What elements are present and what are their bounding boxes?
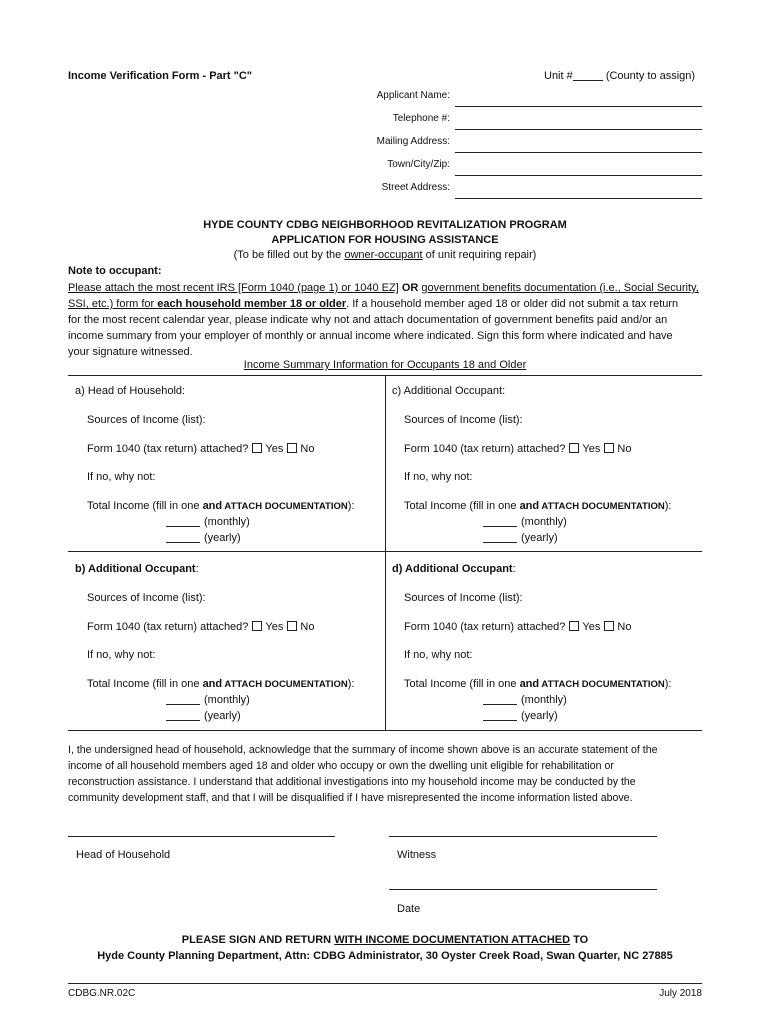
form-title: Income Verification Form - Part "C": [68, 70, 253, 82]
monthly-label: (monthly): [204, 694, 250, 706]
monthly-label: (monthly): [521, 516, 567, 528]
monthly-blank[interactable]: [166, 694, 200, 705]
occupant-a-yearly: [166, 532, 241, 544]
total-attach: ATTACH DOCUMENTATION: [222, 679, 348, 690]
checkbox-no[interactable]: [604, 443, 614, 453]
town-city-zip-field[interactable]: [455, 175, 702, 176]
occupant-b-total: [87, 678, 354, 690]
occupant-c-form1040: [404, 443, 631, 455]
total-label: Total Income (fill in one: [404, 500, 520, 512]
total-end: ):: [664, 500, 672, 512]
occupant-d-form1040: [404, 621, 631, 633]
checkbox-yes[interactable]: [569, 443, 579, 453]
occupant-a-sources[interactable]: Sources of Income (list):: [87, 414, 206, 426]
yes-label: Yes: [582, 443, 601, 455]
footer-rule: [68, 983, 702, 984]
no-label: No: [617, 621, 632, 633]
applicant-name-label: Applicant Name:: [376, 90, 450, 101]
form1040-label: Form 1040 (tax return) attached?: [404, 443, 566, 455]
occupant-b-yearly: [166, 710, 241, 722]
occupant-b-why-not[interactable]: If no, why not:: [87, 649, 156, 661]
yearly-label: (yearly): [204, 532, 241, 544]
checkbox-no[interactable]: [604, 621, 614, 631]
occupant-d-label: d) Additional Occupant: [392, 563, 513, 575]
occupant-c-total: [404, 500, 671, 512]
note-p4: income summary from your employer of monthly or annual income where indicated. Sign this form where indicated and have: [68, 330, 673, 342]
table-column-divider: [385, 375, 386, 730]
occupant-d-total: [404, 678, 671, 690]
no-label: No: [300, 443, 315, 455]
occupant-d-heading: [392, 563, 516, 575]
yearly-label: (yearly): [204, 710, 241, 722]
unit-suffix: (County to assign): [605, 70, 696, 82]
program-subtitle: APPLICATION FOR HOUSING ASSISTANCE: [271, 234, 499, 246]
cert-line-2: income of all household members aged 18 and older who occupy or own the dwelling unit eligible for rehabilitation or: [68, 760, 614, 772]
occupant-a-why-not[interactable]: If no, why not:: [87, 471, 156, 483]
summary-title: Income Summary Information for Occupants 18 and Older: [243, 359, 527, 371]
total-end: ):: [347, 500, 355, 512]
monthly-label: (monthly): [204, 516, 250, 528]
note-or: OR: [398, 282, 422, 294]
checkbox-no[interactable]: [287, 443, 297, 453]
yearly-blank[interactable]: [483, 532, 517, 543]
mailing-address-label: Mailing Address:: [376, 136, 450, 147]
telephone-label: Telephone #:: [392, 113, 450, 124]
town-city-zip-label: Town/City/Zip:: [387, 159, 450, 170]
occupant-d-monthly: [483, 694, 567, 706]
monthly-blank[interactable]: [483, 516, 517, 527]
street-address-field[interactable]: [455, 198, 702, 199]
note-p2-rest: . If a household member aged 18 or older did not submit a tax return: [346, 298, 679, 310]
total-end: ):: [347, 678, 355, 690]
table-bottom-rule: [68, 730, 702, 731]
yes-label: Yes: [265, 621, 284, 633]
monthly-blank[interactable]: [166, 516, 200, 527]
note-paragraph: [68, 280, 702, 360]
witness-signature-line[interactable]: [389, 836, 657, 837]
monthly-blank[interactable]: [483, 694, 517, 705]
occupant-c-why-not[interactable]: If no, why not:: [404, 471, 473, 483]
note-p5: your signature witnessed.: [68, 346, 193, 358]
note-p1-u2: government benefits documentation (i.e., Social Security,: [421, 282, 699, 294]
form1040-label: Form 1040 (tax return) attached?: [404, 621, 566, 633]
occupant-b-label: b) Additional Occupant: [75, 563, 196, 575]
occupant-d-sources[interactable]: Sources of Income (list):: [404, 592, 523, 604]
occupant-a-total: [87, 500, 354, 512]
note-p1-u1: Please attach the most recent IRS [Form 1040 (page 1) or 1040 EZ]: [68, 282, 399, 294]
return-address: Hyde County Planning Department, Attn: CDBG Administrator, 30 Oyster Creek Road, Swan Quarter, NC 27885: [97, 950, 673, 962]
note-each-member: each household member 18 or older: [157, 298, 347, 310]
unit-label: Unit #: [544, 70, 573, 82]
yearly-label: (yearly): [521, 710, 558, 722]
head-of-household-label: Head of Household: [76, 849, 171, 861]
total-and: and: [519, 500, 540, 512]
yearly-blank[interactable]: [166, 710, 200, 721]
witness-label: Witness: [397, 849, 437, 861]
date-line[interactable]: [389, 889, 657, 890]
checkbox-yes[interactable]: [252, 443, 262, 453]
total-label: Total Income (fill in one: [87, 500, 203, 512]
checkbox-yes[interactable]: [569, 621, 579, 631]
certification-paragraph: [68, 742, 702, 806]
head-signature-line[interactable]: [68, 836, 335, 837]
checkbox-no[interactable]: [287, 621, 297, 631]
occupant-c-sources[interactable]: Sources of Income (list):: [404, 414, 523, 426]
monthly-label: (monthly): [521, 694, 567, 706]
yes-label: Yes: [582, 621, 601, 633]
street-address-label: Street Address:: [381, 182, 450, 193]
form-code: CDBG.NR.02C: [68, 988, 136, 999]
occupant-c-heading: c) Additional Occupant:: [392, 385, 506, 397]
occupant-c-yearly: [483, 532, 558, 544]
checkbox-yes[interactable]: [252, 621, 262, 631]
unit-number: [544, 70, 695, 82]
instr-b: of unit requiring repair): [422, 249, 537, 261]
total-label: Total Income (fill in one: [87, 678, 203, 690]
cert-line-3: reconstruction assistance. I understand that additional investigations into my household income may be conducted by the: [68, 776, 636, 788]
cert-line-4: community development staff, and that I will be disqualified if I have misrepresented the income information listed above.: [68, 792, 633, 804]
total-attach: ATTACH DOCUMENTATION: [539, 501, 665, 512]
occupant-b-colon: :: [195, 563, 199, 575]
return-b: TO: [570, 934, 589, 946]
occupant-c-monthly: [483, 516, 567, 528]
occupant-b-form1040: [87, 621, 314, 633]
occupant-b-sources[interactable]: Sources of Income (list):: [87, 592, 206, 604]
occupant-b-monthly: [166, 694, 250, 706]
no-label: No: [617, 443, 632, 455]
total-and: and: [202, 500, 223, 512]
form1040-label: Form 1040 (tax return) attached?: [87, 443, 249, 455]
total-and: and: [202, 678, 223, 690]
note-heading: Note to occupant:: [68, 265, 162, 277]
cert-line-1: I, the undersigned head of household, acknowledge that the summary of income shown above is an accurate statement of the: [68, 744, 658, 756]
return-u: WITH INCOME DOCUMENTATION ATTACHED: [334, 934, 571, 946]
total-label: Total Income (fill in one: [404, 678, 520, 690]
total-attach: ATTACH DOCUMENTATION: [222, 501, 348, 512]
yes-label: Yes: [265, 443, 284, 455]
total-attach: ATTACH DOCUMENTATION: [539, 679, 665, 690]
applicant-name-field[interactable]: [455, 106, 702, 107]
occupant-a-form1040: [87, 443, 314, 455]
instr-owner-occupant: owner-occupant: [344, 249, 423, 261]
total-end: ):: [664, 678, 672, 690]
occupant-d-why-not[interactable]: If no, why not:: [404, 649, 473, 661]
occupant-d-colon: :: [512, 563, 516, 575]
note-p3: for the most recent calendar year, please indicate why not and attach documentation of government benefits paid and/or an: [68, 314, 668, 326]
telephone-field[interactable]: [455, 129, 702, 130]
occupant-a-heading: a) Head of Household:: [75, 385, 186, 397]
program-instructions: [0, 249, 770, 261]
occupant-a-monthly: [166, 516, 250, 528]
instr-a: (To be filled out by the: [233, 249, 345, 261]
form1040-label: Form 1040 (tax return) attached?: [87, 621, 249, 633]
yearly-blank[interactable]: [483, 710, 517, 721]
unit-field[interactable]: [573, 70, 603, 81]
return-a: PLEASE SIGN AND RETURN: [181, 934, 335, 946]
program-title: HYDE COUNTY CDBG NEIGHBORHOOD REVITALIZATION PROGRAM: [203, 219, 567, 231]
yearly-label: (yearly): [521, 532, 558, 544]
mailing-address-field[interactable]: [455, 152, 702, 153]
yearly-blank[interactable]: [166, 532, 200, 543]
total-and: and: [519, 678, 540, 690]
note-p2-u1: SSI, etc.) form for: [68, 298, 158, 310]
no-label: No: [300, 621, 315, 633]
form-date: July 2018: [659, 988, 702, 999]
return-instruction: [0, 934, 770, 946]
date-label: Date: [397, 903, 421, 915]
occupant-b-heading: [75, 563, 199, 575]
occupant-d-yearly: [483, 710, 558, 722]
